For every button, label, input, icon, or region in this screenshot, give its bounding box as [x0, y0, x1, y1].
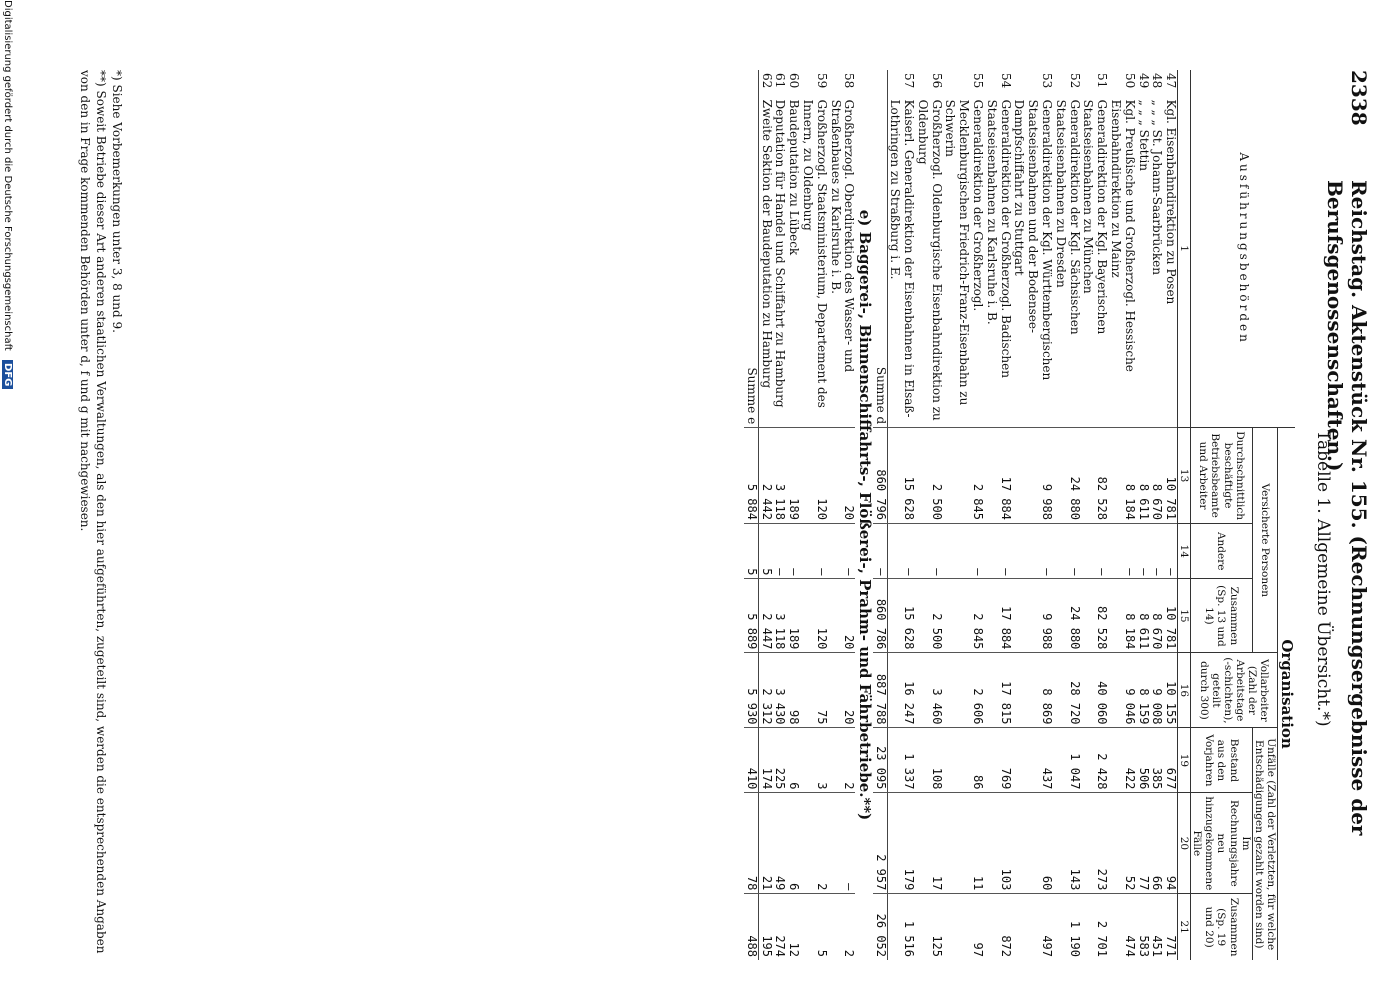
table-row: [1108, 70, 1136, 960]
cell-c20: 21: [758, 793, 772, 894]
sum-cell: 5 889: [744, 579, 758, 653]
col-num-19: 19: [1178, 728, 1191, 793]
row-number: 50: [1122, 73, 1137, 89]
cell-c20: 6: [786, 793, 800, 894]
table-row: [1150, 70, 1164, 960]
cell-c15: 17 884: [984, 579, 1012, 653]
cell-c13: 8 611: [1136, 428, 1150, 524]
col-21: Zusammen (Sp. 19 und 20): [1191, 894, 1252, 960]
cell-c15: 82 528: [1081, 579, 1109, 653]
cell-c16: 2 312: [758, 653, 772, 728]
cell-c15: 2 500: [915, 579, 943, 653]
dfg-logo: DFG: [2, 360, 13, 389]
authority-name: Generaldirektion der Kgl. Sächsischen Staatseisenbahnen zu Dresden: [1053, 99, 1082, 335]
row-number: 48: [1150, 73, 1165, 89]
cell-c21: 12: [786, 894, 800, 960]
cell-c21: 5: [800, 894, 828, 960]
cell-c15: 189: [786, 579, 800, 653]
overview-table: [744, 70, 1295, 960]
cell-c19: 6: [786, 728, 800, 793]
cell-c20: 2: [800, 793, 828, 894]
table-row: [943, 70, 984, 960]
cell-c15: 120: [800, 579, 828, 653]
cell-c20: 179: [887, 793, 915, 894]
sum-label: Summe e: [744, 70, 758, 428]
authority-name: Generaldirektion der Großherzogl. Mecklenburgischen Friedrich-Franz-Eisenbahn zu Schwerin: [943, 99, 986, 406]
cell-c13: 24 880: [1053, 428, 1081, 524]
cell-c13: 8 184: [1108, 428, 1136, 524]
table-row: [786, 70, 800, 960]
authority-name: „ „ „ Stettin: [1136, 99, 1151, 172]
col-num-14: 14: [1178, 523, 1191, 578]
cell-c21: 771: [1163, 894, 1177, 960]
authority-name: Kgl. Eisenbahndirektion zu Posen: [1164, 99, 1179, 305]
cell-c13: 189: [786, 428, 800, 524]
cell-c21: 97: [943, 894, 984, 960]
cell-c19: 506: [1136, 728, 1150, 793]
col-insured-group: Versicherte Personen: [1252, 428, 1277, 653]
row-number: 47: [1164, 73, 1179, 89]
table-sum-e: [744, 70, 758, 960]
cell-c14: —: [1136, 523, 1150, 578]
cell-c19: 174: [758, 728, 772, 793]
cell-c20: 143: [1053, 793, 1081, 894]
cell-c19: 225: [773, 728, 787, 793]
cell-c20: 103: [984, 793, 1012, 894]
col-num-16: 16: [1178, 653, 1191, 728]
row-number: 54: [998, 73, 1013, 89]
cell-c14: —: [800, 523, 828, 578]
cell-c15: 8 611: [1136, 579, 1150, 653]
row-number: 60: [787, 73, 802, 89]
cell-c14: —: [1108, 523, 1136, 578]
sum-cell: 26 052: [873, 894, 887, 960]
sum-cell: 5 930: [744, 653, 758, 728]
cell-c13: 120: [800, 428, 828, 524]
row-number: 62: [759, 73, 774, 89]
authority-name: Zweite Sektion der Baudeputation zu Hamburg: [759, 99, 774, 389]
col-accidents-group: Unfälle (Zahl der Verletzten, für welche Entschädigungen gezahlt worden sind): [1252, 728, 1277, 960]
footnote-1: *) Siehe Vorbemerkungen unter 3, 8 und 9.: [110, 70, 124, 333]
sum-cell: 78: [744, 793, 758, 894]
row-number: 58: [842, 73, 857, 89]
cell-c14: —: [828, 523, 856, 578]
table-sum-d: [855, 70, 887, 960]
cell-c21: 497: [1012, 894, 1053, 960]
section-e-row: [855, 70, 872, 960]
cell-c13: 82 528: [1081, 428, 1109, 524]
cell-c13: 2 845: [943, 428, 984, 524]
cell-c13: 15 628: [887, 428, 915, 524]
cell-c16: 28 720: [1053, 653, 1081, 728]
sum-cell: 2 957: [873, 793, 887, 894]
table-row: [800, 70, 828, 960]
sum-cell: 860 796: [873, 428, 887, 524]
cell-c15: 24 880: [1053, 579, 1081, 653]
col-num-13: 13: [1178, 428, 1191, 524]
sum-cell: 5: [744, 523, 758, 578]
cell-c13: 9 988: [1012, 428, 1053, 524]
cell-c21: 2: [828, 894, 856, 960]
sum-cell: —: [873, 523, 887, 578]
cell-c13: 3 118: [773, 428, 787, 524]
cell-c14: —: [984, 523, 1012, 578]
cell-c16: 10 155: [1163, 653, 1177, 728]
cell-c19: 1 337: [887, 728, 915, 793]
cell-c19: 2 428: [1081, 728, 1109, 793]
table-row: [758, 70, 772, 960]
cell-c16: 8 159: [1136, 653, 1150, 728]
table-row: [1163, 70, 1177, 960]
table-row: [1136, 70, 1150, 960]
cell-c21: 872: [984, 894, 1012, 960]
cell-c20: 66: [1150, 793, 1164, 894]
sum-cell: 860 786: [873, 579, 887, 653]
cell-c20: —: [828, 793, 856, 894]
page-title: Reichstag. Aktenstück Nr. 155. (Rechnungsergebnisse der Berufsgenossenschaften.): [1323, 180, 1371, 836]
cell-c21: 274: [773, 894, 787, 960]
cell-c20: 60: [1012, 793, 1053, 894]
cell-c19: 437: [1012, 728, 1053, 793]
cell-c16: 3 460: [915, 653, 943, 728]
cell-c21: 1 190: [1053, 894, 1081, 960]
cell-c21: 1 516: [887, 894, 915, 960]
table-row: [828, 70, 856, 960]
cell-c21: 451: [1150, 894, 1164, 960]
cell-c14: 5: [758, 523, 772, 578]
table-row: [887, 70, 915, 960]
cell-c20: 52: [1108, 793, 1136, 894]
col-19: Bestand aus den Vorjahren: [1191, 728, 1252, 793]
cell-c21: 125: [915, 894, 943, 960]
digitization-credit: [2, 0, 13, 1000]
cell-c14: —: [773, 523, 787, 578]
table-row: [1053, 70, 1081, 960]
authority-name: „ „ „ St. Johann-Saarbrücken: [1150, 99, 1165, 275]
col-num-15: 15: [1178, 579, 1191, 653]
col-num-1: 1: [1178, 70, 1191, 428]
authority-name: Generaldirektion der Kgl. Bayerischen Staatseisenbahnen zu München: [1081, 99, 1110, 335]
cell-c13: 20: [828, 428, 856, 524]
row-number: 49: [1136, 73, 1151, 89]
cell-c13: 17 884: [984, 428, 1012, 524]
authority-name: Großherzogl. Staatsministerium, Departement des Innern, zu Oldenburg: [801, 99, 829, 408]
cell-c13: 10 781: [1163, 428, 1177, 524]
cell-c15: 20: [828, 579, 856, 653]
section-e-title: e) Baggerei-, Binnenschiffahrts-, Flößerei-, Prahm- und Fährbetriebe.**): [855, 209, 874, 821]
cell-c16: 17 815: [984, 653, 1012, 728]
col-16: Vollarbeiter (Zahl der Arbeitstage (-schichten), geteilt durch 300): [1191, 653, 1277, 728]
cell-c14: —: [887, 523, 915, 578]
col-15: Zusammen (Sp. 13 und 14): [1191, 579, 1252, 653]
cell-c20: 17: [915, 793, 943, 894]
cell-c14: —: [1012, 523, 1053, 578]
cell-c19: 422: [1108, 728, 1136, 793]
table-row: [1081, 70, 1109, 960]
sum-label: Summe d: [873, 70, 887, 428]
cell-c16: 75: [800, 653, 828, 728]
cell-c19: 108: [915, 728, 943, 793]
cell-c20: 94: [1163, 793, 1177, 894]
cell-c15: 8 670: [1150, 579, 1164, 653]
row-number: 53: [1040, 73, 1055, 89]
cell-c16: 20: [828, 653, 856, 728]
cell-c16: 9 008: [1150, 653, 1164, 728]
cell-c16: 3 430: [773, 653, 787, 728]
col-authority: Ausführungsbehörden: [1191, 70, 1295, 428]
table-row: [1012, 70, 1053, 960]
sum-cell: 23 095: [873, 728, 887, 793]
cell-c14: —: [1053, 523, 1081, 578]
cell-c14: —: [1081, 523, 1109, 578]
authority-name: Baudeputation zu Lübeck: [787, 99, 802, 256]
cell-c14: —: [943, 523, 984, 578]
table-body-e: [758, 70, 855, 960]
row-number: 52: [1067, 73, 1082, 89]
table-row: [773, 70, 787, 960]
authority-name: Deputation für Handel und Schiffahrt zu Hamburg: [773, 99, 788, 408]
row-number: 61: [773, 73, 788, 89]
cell-c13: 2 442: [758, 428, 772, 524]
cell-c19: 2: [828, 728, 856, 793]
authority-name: Großherzogl. Oberdirektion des Wasser- und Straßenbaues zu Karlsruhe i. B.: [828, 99, 857, 373]
cell-c21: 2 701: [1081, 894, 1109, 960]
cell-c20: 11: [943, 793, 984, 894]
sum-cell: 5 884: [744, 428, 758, 524]
cell-c20: 273: [1081, 793, 1109, 894]
sum-cell: 410: [744, 728, 758, 793]
table-subtitle: Tabelle 1. Allgemeine Übersicht.*): [1313, 430, 1333, 727]
cell-c15: 3 118: [773, 579, 787, 653]
cell-c16: 9 046: [1108, 653, 1136, 728]
authority-name: Generaldirektion der Kgl. Württembergischen Staatseisenbahnen und der Bodensee-Dampfschiffahrt zu Stuttgart: [1012, 99, 1055, 381]
cell-c21: 583: [1136, 894, 1150, 960]
table-row: [915, 70, 943, 960]
col-num-21: 21: [1178, 894, 1191, 960]
cell-c21: 195: [758, 894, 772, 960]
section-title: Organisation: [1277, 428, 1295, 960]
table-row: [984, 70, 1012, 960]
cell-c19: 86: [943, 728, 984, 793]
cell-c13: 2 500: [915, 428, 943, 524]
col-20: Im Rechnungsjahre neu hinzugekommene Fälle: [1191, 793, 1252, 894]
cell-c14: —: [1150, 523, 1164, 578]
sum-row-e: [744, 70, 758, 960]
cell-c19: 385: [1150, 728, 1164, 793]
table-body-d: [887, 70, 1178, 960]
row-number: 57: [902, 73, 917, 89]
footnotes: [76, 70, 125, 970]
credit-text: Digitalisierung gefördert durch die Deutsche Forschungsgemeinschaft: [2, 0, 13, 351]
sum-row-d: [873, 70, 887, 960]
cell-c19: 769: [984, 728, 1012, 793]
row-number: 55: [971, 73, 986, 89]
cell-c15: 2 447: [758, 579, 772, 653]
page-number: 2338: [1347, 70, 1371, 126]
cell-c15: 2 845: [943, 579, 984, 653]
cell-c16: 8 869: [1012, 653, 1053, 728]
sum-cell: 488: [744, 894, 758, 960]
cell-c14: —: [1163, 523, 1177, 578]
cell-c14: —: [786, 523, 800, 578]
footnote-2: **) Soweit Betriebe dieser Art anderen staatlichen Verwaltungen, als den hier aufgeführten, zugeteilt sind, werden die entsprechenden Angaben von den in Frage kommenden Behörden unter d, f und g mit nachgewiesen.: [77, 70, 108, 954]
cell-c15: 9 988: [1012, 579, 1053, 653]
authority-name: Kaiserl. Generaldirektion der Eisenbahnen in Elsaß-Lothringen zu Straßburg i. E.: [888, 99, 917, 418]
cell-c16: 16 247: [887, 653, 915, 728]
cell-c19: 3: [800, 728, 828, 793]
sum-cell: 887 788: [873, 653, 887, 728]
cell-c20: 77: [1136, 793, 1150, 894]
cell-c20: 49: [773, 793, 787, 894]
cell-c19: 677: [1163, 728, 1177, 793]
row-number: 59: [814, 73, 829, 89]
cell-c19: 1 047: [1053, 728, 1081, 793]
cell-c16: 40 060: [1081, 653, 1109, 728]
cell-c15: 10 781: [1163, 579, 1177, 653]
authority-name: Großherzogl. Oldenburgische Eisenbahndirektion zu Oldenburg: [915, 99, 944, 421]
row-number: 51: [1095, 73, 1110, 89]
col-num-20: 20: [1178, 793, 1191, 894]
cell-c21: 474: [1108, 894, 1136, 960]
cell-c13: 8 670: [1150, 428, 1164, 524]
cell-c16: 2 606: [943, 653, 984, 728]
cell-c15: 8 184: [1108, 579, 1136, 653]
col-14: Andere: [1191, 523, 1252, 578]
row-number: 56: [929, 73, 944, 89]
cell-c15: 15 628: [887, 579, 915, 653]
authority-name: Kgl. Preußische und Großherzogl. Hessische Eisenbahndirektion zu Mainz: [1109, 99, 1137, 372]
authority-name: Generaldirektion der Großherzogl. Badischen Staatseisenbahnen zu Karlsruhe i. B.: [984, 99, 1013, 378]
col-13: Durchschnittlich beschäftigte Betriebsbeamte und Arbeiter: [1191, 428, 1252, 524]
cell-c16: 98: [786, 653, 800, 728]
cell-c14: —: [915, 523, 943, 578]
